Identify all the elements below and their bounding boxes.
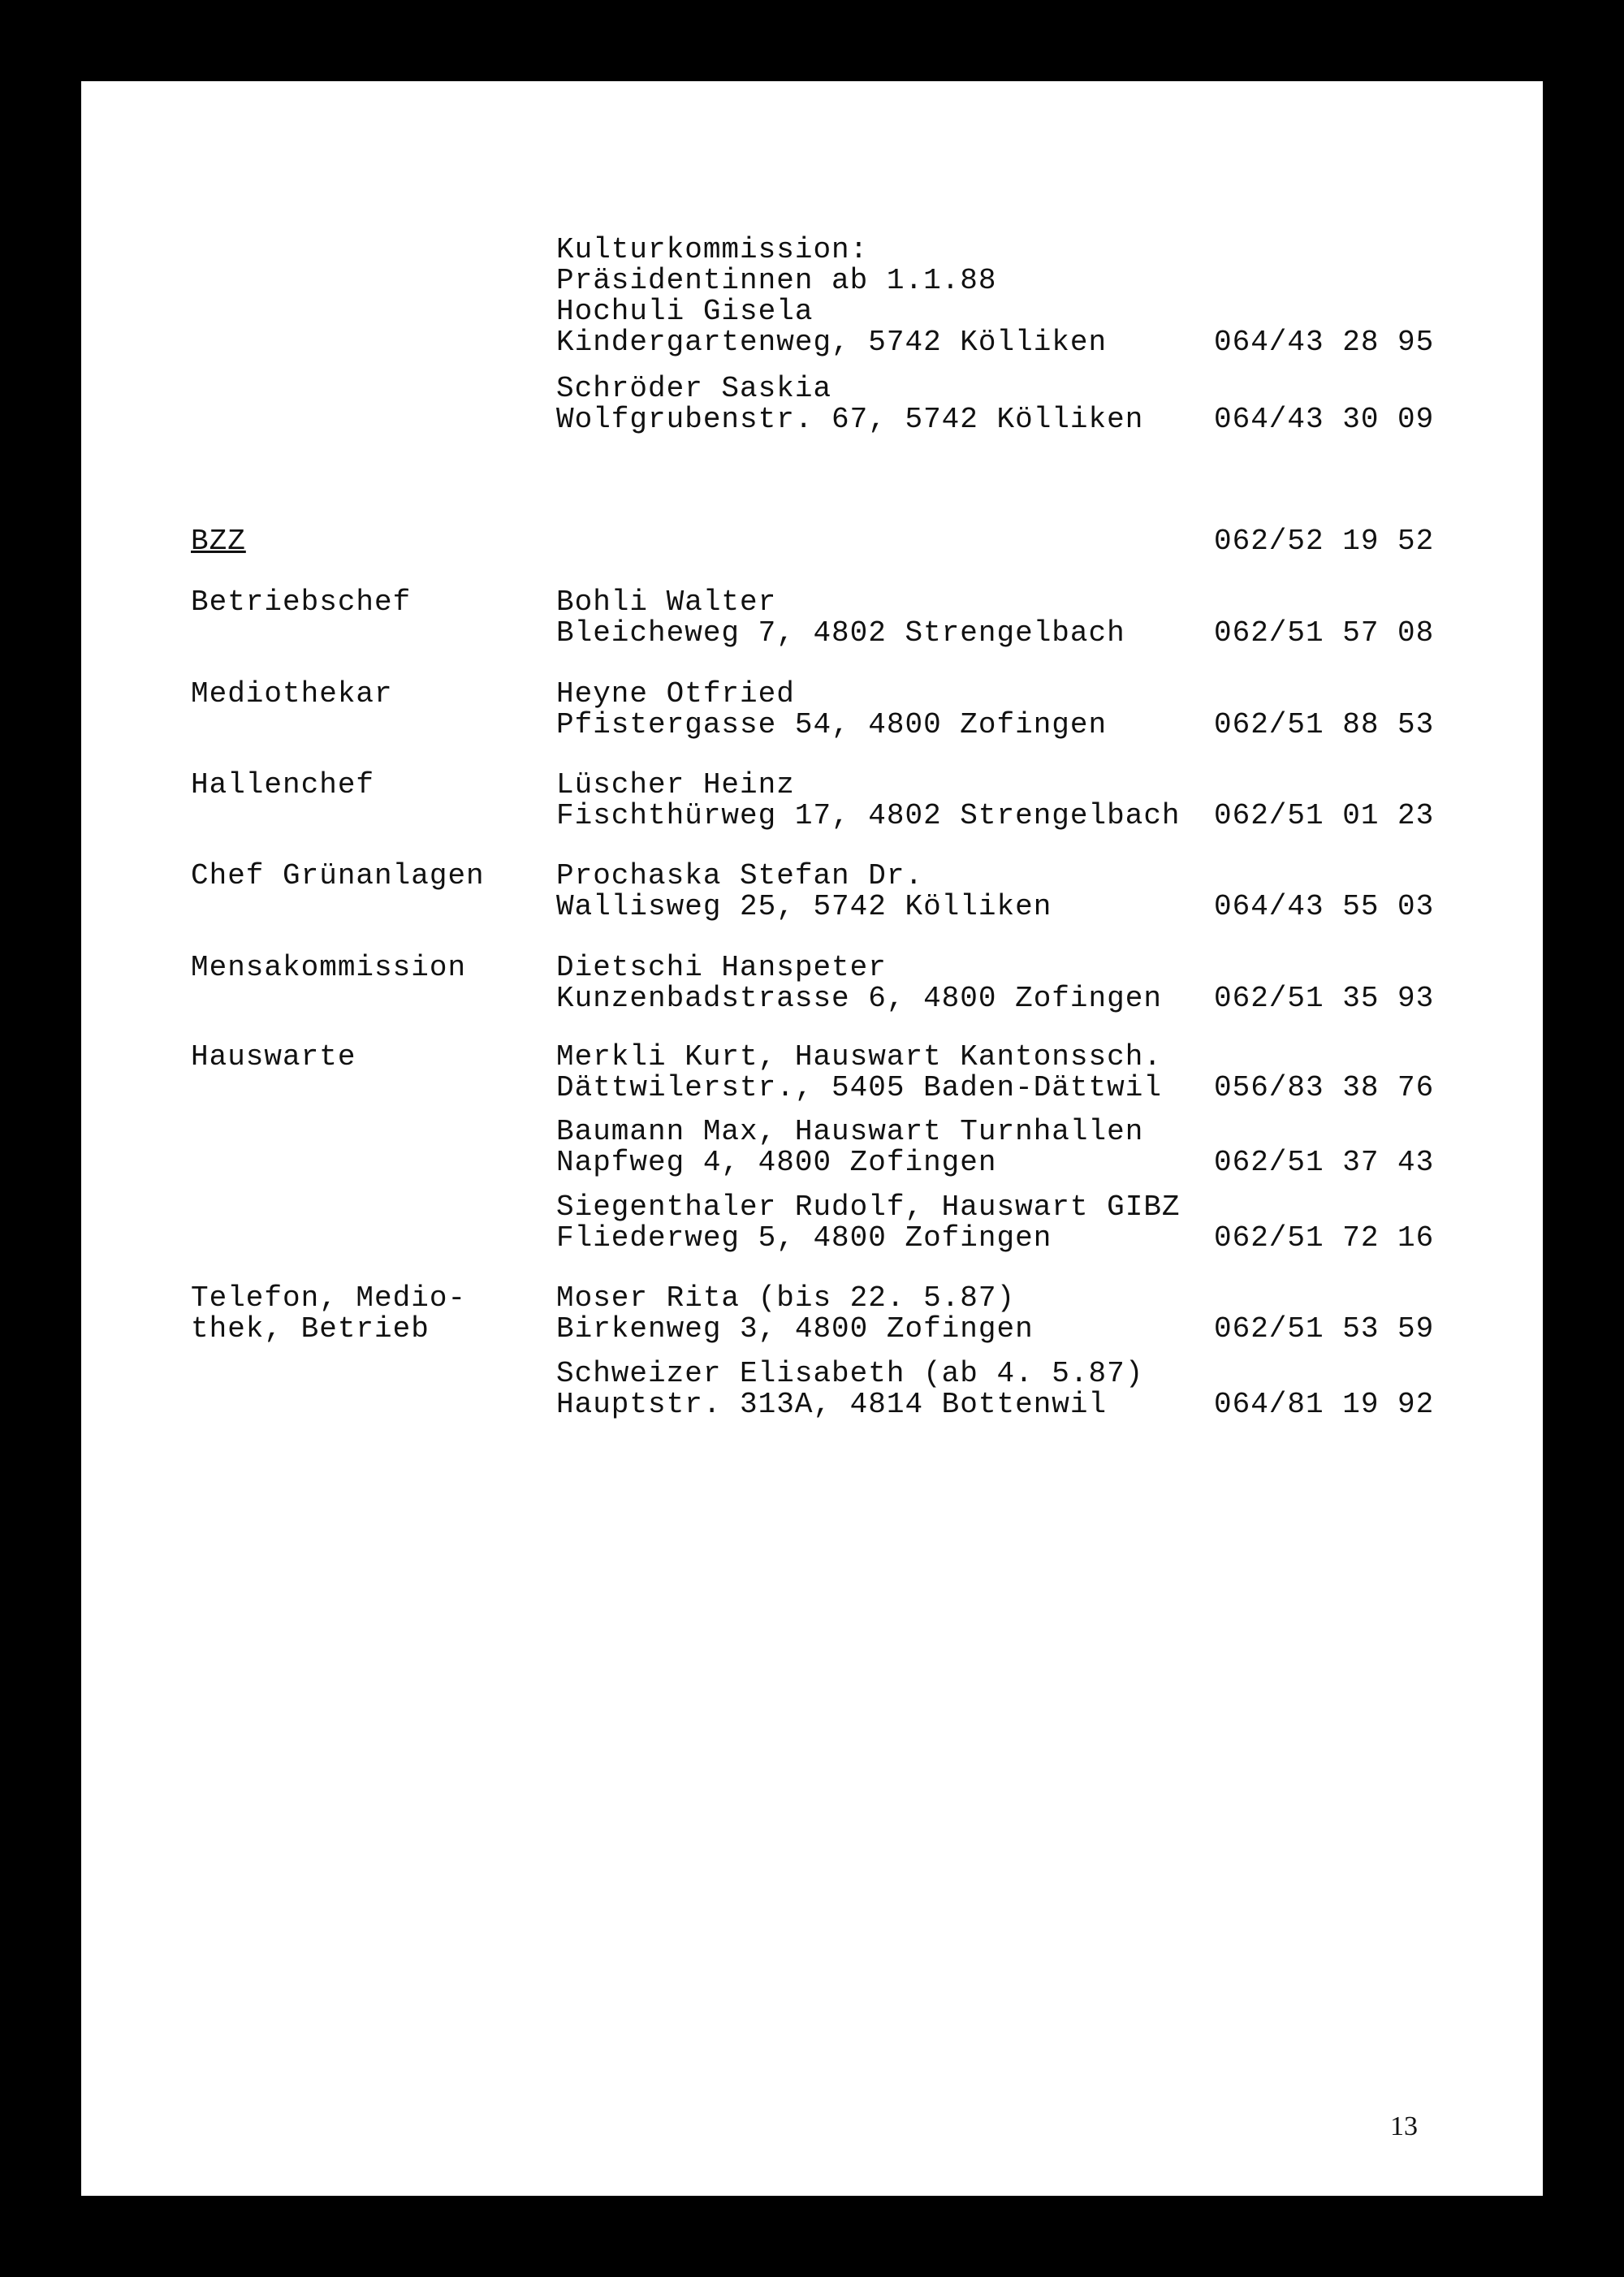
page-number: 13 [1390,2111,1418,2141]
telefon-name: Schweizer Elisabeth (ab 4. 5.87) [556,1357,1144,1390]
kultur-title: Kulturkommission: [556,233,869,266]
hauswart-phone: 062/51 37 43 [1214,1146,1435,1179]
kultur-phone-2: 064/43 30 09 [1214,403,1435,436]
telefon-address: Hauptstr. 313A, 4814 Bottenwil [556,1388,1108,1421]
role-address: Kunzenbadstrasse 6, 4800 Zofingen [556,982,1162,1015]
role-label: Betriebschef [191,585,412,619]
telefon-name: Moser Rita (bis 22. 5.87) [556,1281,1016,1315]
telefon-phone: 062/51 53 59 [1214,1312,1435,1346]
role-label: Chef Grünanlagen [191,859,485,892]
hauswart-address: Dättwilerstr., 5405 Baden-Dättwil [556,1071,1162,1104]
hauswart-name: Merkli Kurt, Hauswart Kantonssch. [556,1040,1162,1074]
hauswart-address: Napfweg 4, 4800 Zofingen [556,1146,997,1179]
role-phone: 064/43 55 03 [1214,890,1435,923]
telefon-phone: 064/81 19 92 [1214,1388,1435,1421]
role-phone: 062/51 57 08 [1214,616,1435,650]
kultur-address-2: Wolfgrubenstr. 67, 5742 Kölliken [556,403,1144,436]
hauswarte-label: Hauswarte [191,1040,356,1074]
role-name: Lüscher Heinz [556,768,795,801]
kultur-subtitle: Präsidentinnen ab 1.1.88 [556,264,997,297]
role-phone: 062/51 88 53 [1214,708,1435,741]
telefon-label-line2: thek, Betrieb [191,1312,430,1346]
role-address: Pfistergasse 54, 4800 Zofingen [556,708,1108,741]
role-name: Prochaska Stefan Dr. [556,859,924,892]
role-label: Mensakommission [191,951,467,984]
kultur-name-1: Hochuli Gisela [556,295,814,328]
kultur-name-2: Schröder Saskia [556,372,832,405]
hauswart-name: Siegenthaler Rudolf, Hauswart GIBZ [556,1190,1181,1224]
role-address: Wallisweg 25, 5742 Kölliken [556,890,1052,923]
role-label: Mediothekar [191,677,393,711]
role-label: Hallenchef [191,768,375,801]
hauswart-address: Fliederweg 5, 4800 Zofingen [556,1221,1052,1255]
bzz-phone: 062/52 19 52 [1214,525,1435,558]
hauswart-phone: 062/51 72 16 [1214,1221,1435,1255]
role-phone: 062/51 35 93 [1214,982,1435,1015]
telefon-address: Birkenweg 3, 4800 Zofingen [556,1312,1034,1346]
kultur-phone-1: 064/43 28 95 [1214,326,1435,359]
role-address: Bleicheweg 7, 4802 Strengelbach [556,616,1125,650]
role-name: Dietschi Hanspeter [556,951,887,984]
telefon-label-line1: Telefon, Medio- [191,1281,467,1315]
role-address: Fischthürweg 17, 4802 Strengelbach [556,799,1181,832]
role-name: Heyne Otfried [556,677,795,711]
hauswart-phone: 056/83 38 76 [1214,1071,1435,1104]
role-phone: 062/51 01 23 [1214,799,1435,832]
role-name: Bohli Walter [556,585,777,619]
bzz-heading: BZZ [191,525,246,558]
hauswart-name: Baumann Max, Hauswart Turnhallen [556,1115,1144,1148]
document-page [81,81,1543,2196]
kultur-address-1: Kindergartenweg, 5742 Kölliken [556,326,1108,359]
